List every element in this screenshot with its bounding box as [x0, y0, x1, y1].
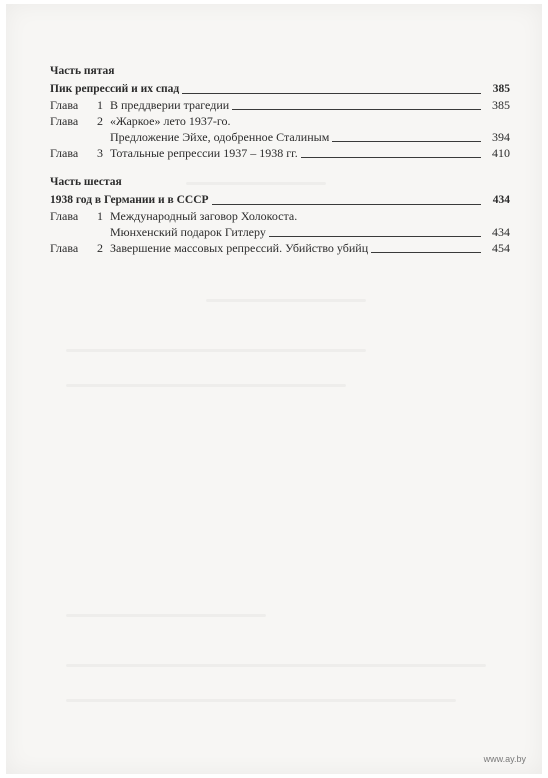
page-number: 385 — [492, 98, 510, 112]
toc-entry-part6-chapter-1[interactable] — [50, 208, 510, 224]
toc-entry-part6-chapter-2[interactable] — [50, 240, 510, 256]
leader-line — [269, 236, 481, 237]
toc-entry-part-six[interactable] — [50, 192, 510, 208]
entry-text-continued: Мюнхенский подарок Гитлеру — [110, 225, 266, 239]
entry-text: Пик репрессий и их спад — [50, 83, 180, 95]
chapter-label: Глава — [50, 209, 79, 223]
part-five-title: Часть пятая — [50, 65, 115, 77]
toc-entry-part5-chapter-3[interactable] — [50, 145, 510, 161]
table-of-contents — [50, 64, 510, 256]
show-through-mark — [66, 614, 266, 617]
entry-text: Тотальные репрессии 1937 – 1938 гг. — [110, 146, 298, 160]
book-page — [6, 4, 542, 774]
section-spacer — [50, 161, 510, 175]
show-through-mark — [66, 664, 486, 667]
watermark: www.ay.by — [483, 754, 526, 764]
chapter-number: 1 — [97, 209, 103, 223]
chapter-number: 2 — [97, 241, 103, 255]
page-number: 454 — [492, 241, 510, 255]
toc-entry-part5-chapter-2[interactable] — [50, 113, 510, 129]
page-number: 410 — [492, 146, 510, 160]
page-number: 394 — [492, 130, 510, 144]
show-through-mark — [206, 299, 366, 302]
toc-entry-part5-chapter-2-cont[interactable] — [50, 129, 510, 145]
page-number: 434 — [492, 194, 510, 206]
chapter-number: 3 — [97, 146, 103, 160]
leader-line — [182, 93, 481, 94]
leader-line — [371, 252, 481, 253]
chapter-label: Глава — [50, 241, 79, 255]
entry-text: Международный заговор Холокоста. — [110, 209, 298, 223]
leader-line — [301, 157, 481, 158]
chapter-number: 1 — [97, 98, 103, 112]
leader-line — [212, 204, 481, 205]
entry-text-continued: Предложение Эйхе, одобренное Сталиным — [110, 130, 330, 144]
toc-entry-part-five[interactable] — [50, 81, 510, 97]
show-through-mark — [66, 349, 366, 352]
entry-text: Завершение массовых репрессий. Убийство убийц — [110, 241, 369, 255]
entry-text: 1938 год в Германии и в СССР — [50, 194, 209, 206]
chapter-label: Глава — [50, 114, 79, 128]
chapter-label: Глава — [50, 146, 79, 160]
show-through-mark — [66, 699, 456, 702]
show-through-mark — [66, 384, 346, 387]
leader-line — [332, 141, 481, 142]
entry-text: В преддверии трагедии — [110, 98, 230, 112]
chapter-label: Глава — [50, 98, 79, 112]
part-six-title: Часть шестая — [50, 176, 122, 188]
toc-entry-part5-chapter-1[interactable] — [50, 97, 510, 113]
toc-entry-part6-chapter-1-cont[interactable] — [50, 224, 510, 240]
page-number: 434 — [492, 225, 510, 239]
leader-line — [232, 109, 481, 110]
chapter-number: 2 — [97, 114, 103, 128]
page-number: 385 — [492, 83, 510, 95]
entry-text: «Жаркое» лето 1937-го. — [110, 114, 231, 128]
